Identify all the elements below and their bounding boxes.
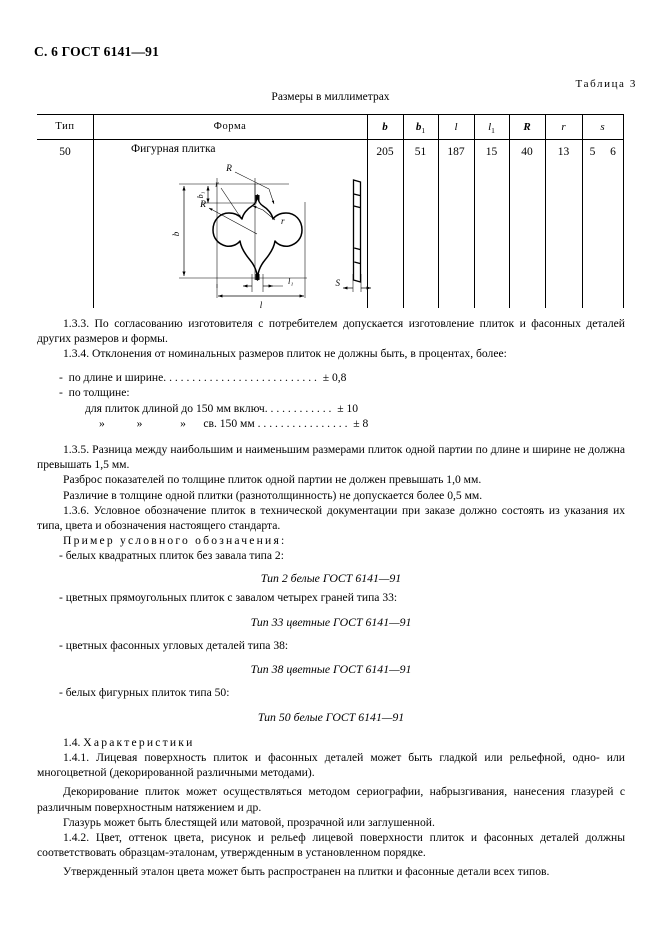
example-code-1: Тип 2 белые ГОСТ 6141—91 [260, 571, 402, 585]
document-body [37, 316, 625, 880]
table-cell-l: 187 [447, 146, 465, 158]
paragraph-1-4-2: 1.4.2. Цвет, оттенок цвета, рисунок и рельеф лицевой поверхности плиток и фасонных деталей должны соответствовать образцам-эталонам, утвержденным в установленном порядке. [37, 831, 625, 860]
paragraph-1-4-1b: Декорирование плиток может осуществляться методом сериографии, набрызгивания, нанесения глазурей с различным поверхностным натяжением и др. [37, 785, 625, 814]
paragraph-1-3-5b: Разброс показателей по толщине плиток одной партии не должен превышать 1,0 мм. [63, 473, 482, 487]
section-1-4-heading [37, 735, 625, 750]
paragraph-1-4-1c: Глазурь может быть блестящей или матовой, прозрачной или заглушенной. [63, 815, 435, 829]
figured-tile-drawing [157, 162, 402, 310]
table-3 [37, 114, 624, 308]
dim-label-l1: l₁ [288, 276, 294, 286]
example-code-4: Тип 50 белые ГОСТ 6141—91 [257, 709, 405, 724]
tile-drawing-svg [157, 162, 402, 310]
dim-label-r-lower: r [281, 216, 285, 226]
example-code-2: Тип 33 цветные ГОСТ 6141—91 [250, 614, 412, 629]
table-cell-r: 13 [557, 146, 570, 158]
example-heading: Пример условного обозначения: [63, 534, 287, 548]
table-header-b1: $b_1$ [415, 121, 426, 136]
paragraph-1-3-5c: Различие в толщине одной плитки (разнотолщинность) не допускается более 0,5 мм. [63, 488, 483, 502]
deviation-item-upto150: для плиток длиной до 150 мм включ. . . . . . . . . . . . ± 10 [85, 401, 359, 415]
tile-side-view [354, 180, 361, 282]
deviation-item-over150: » » » св. 150 мм . . . . . . . . . . . . . . . . ± 8 [99, 417, 369, 431]
table-header-s: s [600, 121, 605, 133]
units-note: Размеры в миллиметрах [271, 91, 390, 103]
table-cell-R: 40 [521, 146, 533, 158]
paragraph-1-3-4: 1.3.4. Отклонения от номинальных размеров плиток не должны быть, в процентах, более: [63, 347, 507, 361]
deviation-list [37, 370, 625, 432]
table-vline-1 [93, 114, 94, 308]
table-cell-s-max: 6 [610, 146, 616, 158]
paragraph-1-3-6: 1.3.6. Условное обозначение плиток в технической документации при заказе должно состоять из указания их типа, цвета и обозначения настоящего стандарта. [37, 503, 625, 532]
table-cell-b1: 51 [414, 146, 427, 158]
example-code-3: Тип 38 цветные ГОСТ 6141—91 [250, 662, 412, 677]
table-cell-l1: 15 [485, 146, 498, 158]
dim-label-s: S [335, 278, 340, 288]
paragraph-1-3-3: 1.3.3. По согласованию изготовителя с потребителем допускается изготовление плиток и фасонных деталей других размеров и формы. [37, 317, 625, 346]
dim-label-l: l [259, 300, 263, 310]
table-cell-s-min: 5 [589, 146, 596, 158]
deviation-item-thickness: - по толщине: [59, 386, 130, 400]
table-header-b: b [382, 121, 388, 133]
table-header-r: r [561, 121, 566, 133]
table-header-l1: $l_1$ [488, 121, 495, 136]
example-lead-2: - цветных прямоугольных плиток с завалом четырех граней типа 33: [59, 591, 398, 604]
example-lead-4: - белых фигурных плиток типа 50: [59, 686, 230, 700]
section-1-4-number: 1.4. [63, 735, 84, 749]
deviation-item-length-width: - по длине и ширине. . . . . . . . . . . . . . . . . . . . . . . . . . . ± 0,8 [59, 370, 347, 384]
paragraph-1-4-1: 1.4.1. Лицевая поверхность плиток и фасонных деталей может быть гладкой или рельефной, одно- или многоцветной (декорированной различными методами). [37, 750, 625, 780]
dim-label-R-top: R [226, 164, 232, 174]
paragraph-1-3-5: 1.3.5. Разница между наибольшим и наименьшим размерами плиток одной партии по длине и ширине не должна превышать 1,5 мм. [37, 442, 625, 472]
table-cell-type: 50 [59, 146, 71, 158]
dim-label-R-left: R [200, 200, 206, 210]
paragraph-1-4-2b: Утвержденный эталон цвета может быть распространен на плитки и фасонные детали всех типов. [63, 865, 550, 879]
dim-label-r-upper: r [215, 179, 219, 189]
page-header-marker: С. 6 ГОСТ 6141—91 [34, 44, 160, 59]
table-caption: Таблица 3 [575, 78, 637, 90]
table-header-l: l [454, 121, 458, 133]
table-header-R: R [523, 121, 531, 133]
table-header-border [37, 139, 624, 140]
example-lead-3: - цветных фасонных угловых деталей типа 38: [59, 638, 289, 652]
table-header-type: Тип [55, 121, 75, 132]
dim-label-b1: b₁ [196, 191, 205, 199]
table-top-border [37, 114, 624, 115]
example-lead-1: - белых квадратных плиток без завала типа 2: [59, 549, 284, 563]
dim-label-b: b [171, 231, 181, 237]
table-cell-form: Фигурная плитка [131, 143, 216, 155]
table-header-form: Форма [213, 121, 247, 132]
section-1-4-title: Характеристики [83, 735, 195, 749]
table-cell-b: 205 [376, 146, 394, 158]
